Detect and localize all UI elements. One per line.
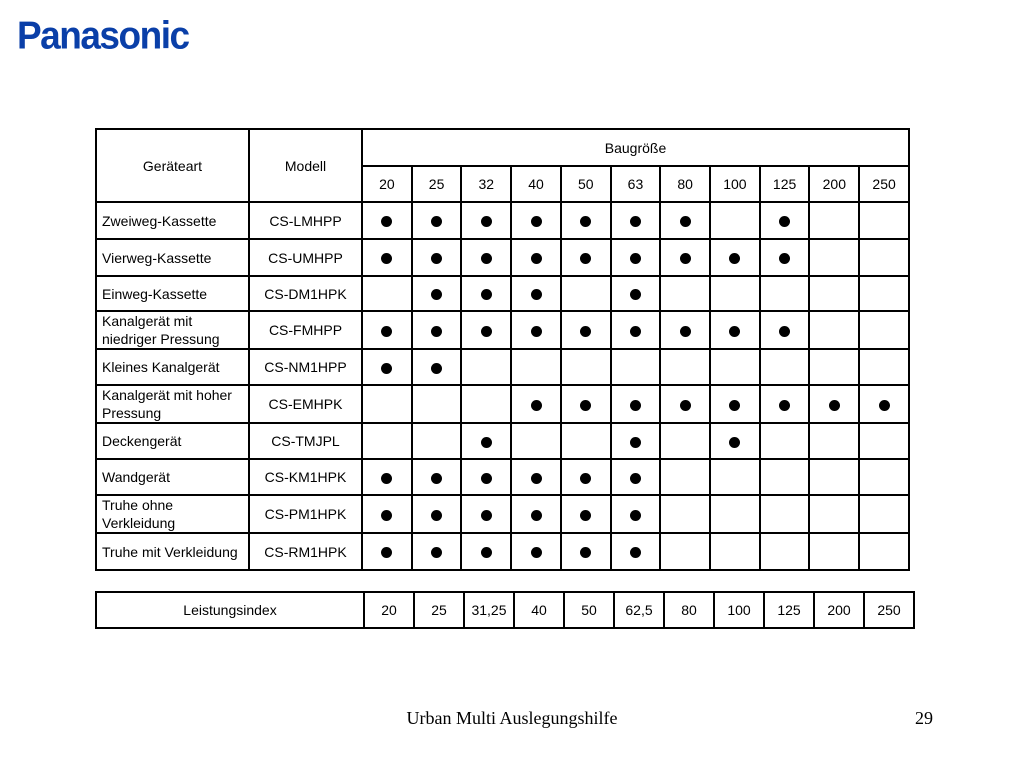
availability-dot-icon [431,216,442,227]
availability-dot-icon [729,253,740,264]
availability-cell [511,459,561,495]
availability-cell [760,385,810,423]
availability-dot-icon [381,326,392,337]
availability-dot-icon [580,547,591,558]
availability-cell [412,533,462,570]
availability-dot-icon [431,510,442,521]
availability-cell [660,202,710,239]
device-type-cell: Vierweg-Kassette [96,239,249,276]
availability-cell [859,423,909,459]
availability-cell [362,385,412,423]
availability-cell [611,239,661,276]
availability-dot-icon [630,510,641,521]
availability-cell [362,533,412,570]
availability-cell [660,385,710,423]
leistungsindex-value: 20 [364,592,414,628]
availability-cell [660,459,710,495]
leistungsindex-value: 200 [814,592,864,628]
availability-cell [412,349,462,385]
header-baugroesse: Baugröße [362,129,909,166]
availability-cell [412,239,462,276]
leistungsindex-value: 25 [414,592,464,628]
availability-cell [760,423,810,459]
availability-cell [412,495,462,533]
availability-dot-icon [381,510,392,521]
availability-cell [660,423,710,459]
header-modell: Modell [249,129,362,202]
availability-cell [461,276,511,311]
table-row [96,495,909,533]
availability-cell [660,276,710,311]
size-header-cell: 32 [461,166,511,202]
availability-cell [710,495,760,533]
device-type-cell: Truhe mit Verkleidung [96,533,249,570]
leistungsindex-value: 40 [514,592,564,628]
availability-cell [461,495,511,533]
table-row [96,311,909,349]
device-type-cell: Wandgerät [96,459,249,495]
availability-dot-icon [630,216,641,227]
availability-cell [760,202,810,239]
availability-cell [561,385,611,423]
availability-cell [611,276,661,311]
availability-cell [611,459,661,495]
availability-dot-icon [680,400,691,411]
availability-dot-icon [381,363,392,374]
leistungsindex-value: 100 [714,592,764,628]
table-row [96,533,909,570]
leistungsindex-label: Leistungsindex [96,592,364,628]
table-row [96,276,909,311]
size-header-cell: 50 [561,166,611,202]
availability-dot-icon [630,289,641,300]
availability-dot-icon [680,326,691,337]
availability-cell [412,385,462,423]
size-header-cell: 125 [760,166,810,202]
availability-cell [859,533,909,570]
availability-cell [611,495,661,533]
availability-cell [859,239,909,276]
availability-dot-icon [381,216,392,227]
availability-cell [611,385,661,423]
availability-cell [710,311,760,349]
availability-cell [660,495,710,533]
leistungsindex-value: 31,25 [464,592,514,628]
availability-cell [511,423,561,459]
availability-dot-icon [431,473,442,484]
availability-cell [561,311,611,349]
availability-cell [809,385,859,423]
device-type-cell: Einweg-Kassette [96,276,249,311]
availability-dot-icon [481,326,492,337]
availability-cell [611,349,661,385]
model-cell: CS-TMJPL [249,423,362,459]
size-header-cell: 40 [511,166,561,202]
availability-dot-icon [680,216,691,227]
availability-cell [561,533,611,570]
availability-dot-icon [431,326,442,337]
availability-cell [660,533,710,570]
availability-dot-icon [431,547,442,558]
availability-cell [859,385,909,423]
availability-dot-icon [630,473,641,484]
availability-cell [809,239,859,276]
device-type-cell: Kanalgerät mit hoher Pressung [96,385,249,423]
availability-dot-icon [431,363,442,374]
availability-cell [809,423,859,459]
availability-cell [362,423,412,459]
availability-cell [362,349,412,385]
availability-dot-icon [531,326,542,337]
model-cell: CS-PM1HPK [249,495,362,533]
availability-dot-icon [580,510,591,521]
availability-dot-icon [481,437,492,448]
availability-cell [809,533,859,570]
availability-dot-icon [779,216,790,227]
availability-dot-icon [481,473,492,484]
leistungsindex-table [95,591,915,629]
availability-cell [710,349,760,385]
table-row [96,423,909,459]
availability-cell [809,202,859,239]
availability-cell [710,276,760,311]
availability-dot-icon [531,547,542,558]
table-row [96,349,909,385]
availability-cell [760,459,810,495]
availability-cell [760,239,810,276]
availability-dot-icon [531,473,542,484]
availability-dot-icon [729,437,740,448]
availability-cell [561,423,611,459]
model-cell: CS-DM1HPK [249,276,362,311]
availability-cell [362,495,412,533]
availability-cell [461,202,511,239]
availability-cell [859,202,909,239]
leistungsindex-value: 80 [664,592,714,628]
availability-cell [511,385,561,423]
availability-cell [611,423,661,459]
availability-cell [412,459,462,495]
availability-dot-icon [630,326,641,337]
availability-cell [760,349,810,385]
device-type-cell: Kanalgerät mit niedriger Pressung [96,311,249,349]
device-type-cell: Kleines Kanalgerät [96,349,249,385]
availability-dot-icon [381,253,392,264]
availability-cell [362,311,412,349]
availability-cell [710,459,760,495]
availability-cell [511,239,561,276]
availability-dot-icon [729,326,740,337]
availability-cell [362,276,412,311]
leistungsindex-value: 50 [564,592,614,628]
page-number: 29 [915,708,933,728]
table-row [96,202,909,239]
availability-dot-icon [381,547,392,558]
availability-cell [710,533,760,570]
availability-cell [561,276,611,311]
availability-dot-icon [630,400,641,411]
availability-cell [461,239,511,276]
availability-cell [859,459,909,495]
availability-cell [760,495,810,533]
availability-dot-icon [580,473,591,484]
size-header-cell: 80 [660,166,710,202]
availability-dot-icon [531,400,542,411]
device-type-cell: Zweiweg-Kassette [96,202,249,239]
model-cell: CS-RM1HPK [249,533,362,570]
availability-cell [611,311,661,349]
availability-dot-icon [531,289,542,300]
availability-cell [362,202,412,239]
availability-cell [461,423,511,459]
availability-dot-icon [381,473,392,484]
availability-dot-icon [680,253,691,264]
table-row [96,385,909,423]
availability-dot-icon [580,326,591,337]
availability-cell [461,311,511,349]
availability-cell [760,276,810,311]
availability-cell [660,311,710,349]
availability-cell [362,459,412,495]
availability-dot-icon [580,253,591,264]
availability-cell [561,239,611,276]
availability-cell [561,349,611,385]
model-size-table [95,128,910,571]
availability-dot-icon [779,400,790,411]
leistungsindex-value: 125 [764,592,814,628]
availability-cell [859,495,909,533]
availability-dot-icon [481,216,492,227]
availability-dot-icon [531,510,542,521]
availability-cell [511,533,561,570]
availability-dot-icon [431,253,442,264]
availability-dot-icon [879,400,890,411]
model-cell: CS-EMHPK [249,385,362,423]
availability-cell [660,349,710,385]
availability-cell [511,311,561,349]
header-geraeteart: Geräteart [96,129,249,202]
availability-dot-icon [481,547,492,558]
availability-cell [412,202,462,239]
availability-cell [760,533,810,570]
availability-cell [859,349,909,385]
table-row [96,239,909,276]
availability-cell [362,239,412,276]
availability-cell [461,459,511,495]
device-type-cell: Deckengerät [96,423,249,459]
availability-dot-icon [531,216,542,227]
model-cell: CS-FMHPP [249,311,362,349]
availability-cell [412,311,462,349]
table-row [96,459,909,495]
availability-dot-icon [829,400,840,411]
size-header-cell: 250 [859,166,909,202]
model-cell: CS-UMHPP [249,239,362,276]
size-header-cell: 200 [809,166,859,202]
availability-dot-icon [779,253,790,264]
availability-cell [561,459,611,495]
availability-cell [412,276,462,311]
availability-dot-icon [580,400,591,411]
availability-cell [859,311,909,349]
availability-cell [809,459,859,495]
availability-cell [511,276,561,311]
availability-cell [561,495,611,533]
model-cell: CS-LMHPP [249,202,362,239]
availability-dot-icon [729,400,740,411]
availability-cell [511,349,561,385]
availability-cell [859,276,909,311]
availability-dot-icon [779,326,790,337]
availability-cell [561,202,611,239]
availability-dot-icon [630,437,641,448]
availability-cell [611,202,661,239]
availability-cell [710,202,760,239]
availability-cell [809,276,859,311]
panasonic-logo: Panasonic [17,14,189,58]
availability-cell [809,311,859,349]
availability-cell [511,495,561,533]
size-header-cell: 20 [362,166,412,202]
availability-cell [710,239,760,276]
availability-cell [611,533,661,570]
size-header-cell: 25 [412,166,462,202]
size-header-cell: 63 [611,166,661,202]
footer-title: Urban Multi Auslegungshilfe [406,708,618,728]
size-header-cell: 100 [710,166,760,202]
availability-cell [710,423,760,459]
availability-dot-icon [630,253,641,264]
availability-dot-icon [481,510,492,521]
leistungsindex-value: 62,5 [614,592,664,628]
availability-cell [461,533,511,570]
availability-dot-icon [531,253,542,264]
availability-cell [461,385,511,423]
availability-cell [461,349,511,385]
device-type-cell: Truhe ohne Verkleidung [96,495,249,533]
availability-dot-icon [580,216,591,227]
availability-dot-icon [481,253,492,264]
model-cell: CS-NM1HPP [249,349,362,385]
availability-cell [710,385,760,423]
availability-dot-icon [481,289,492,300]
availability-cell [760,311,810,349]
leistungsindex-value: 250 [864,592,914,628]
availability-cell [660,239,710,276]
availability-cell [809,495,859,533]
availability-cell [809,349,859,385]
availability-dot-icon [630,547,641,558]
availability-cell [511,202,561,239]
model-cell: CS-KM1HPK [249,459,362,495]
availability-dot-icon [431,289,442,300]
availability-cell [412,423,462,459]
